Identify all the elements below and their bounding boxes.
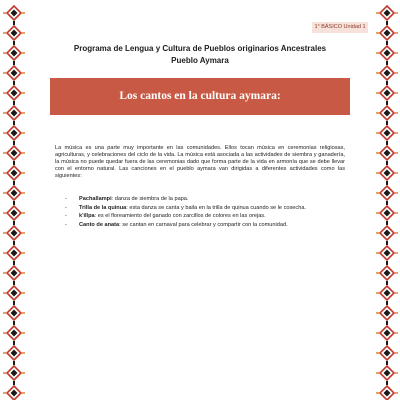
border-motif <box>3 366 25 385</box>
border-motif <box>376 186 398 205</box>
banner-title: Los cantos en la cultura aymara: <box>119 90 281 102</box>
border-motif <box>376 266 398 285</box>
item-term: Trilla de la quinua <box>79 204 127 211</box>
border-motif <box>376 286 398 305</box>
border-motif <box>376 26 398 45</box>
border-motif <box>3 246 25 265</box>
left-decorative-border <box>2 0 26 400</box>
item-text: : es el floreamiento del ganado con zarcillos de colores en las orejas. <box>94 213 266 220</box>
item-term: k'illpa <box>79 213 95 220</box>
list-item <box>65 204 355 213</box>
program-title: Programa de Lengua y Cultura de Pueblos originarios Ancestrales <box>73 44 327 53</box>
border-motif <box>376 86 398 105</box>
people-subtitle: Pueblo Aymara <box>171 56 229 65</box>
border-motif <box>3 66 25 85</box>
border-motif <box>376 386 398 400</box>
border-motif <box>3 86 25 105</box>
border-motif <box>376 166 398 185</box>
list-item <box>65 221 355 230</box>
border-motif <box>3 166 25 185</box>
border-motif <box>376 326 398 345</box>
border-motif <box>376 46 398 65</box>
list-item <box>65 195 355 204</box>
border-motif <box>3 226 25 245</box>
grade-unit-badge: 1° BÁSICO Unidad 1 <box>312 22 368 33</box>
border-motif <box>376 366 398 385</box>
border-motif <box>3 206 25 225</box>
border-motif <box>376 106 398 125</box>
border-motif <box>376 246 398 265</box>
border-motif <box>376 206 398 225</box>
item-text: : se cantan en carnaval para celebrar y compartir con la comunidad. <box>119 221 288 228</box>
border-motif <box>3 266 25 285</box>
right-decorative-border <box>375 0 399 400</box>
border-motif <box>3 326 25 345</box>
border-motif <box>376 146 398 165</box>
border-motif <box>3 186 25 205</box>
title-banner <box>50 78 350 115</box>
border-motif <box>376 346 398 365</box>
item-term: Pachallampi <box>79 196 112 202</box>
item-text: : esta danza se canta y baila en la trilla de quinua cuando se le cosecha. <box>126 204 306 211</box>
border-motif <box>3 286 25 305</box>
border-motif <box>376 226 398 245</box>
activities-list <box>65 195 355 229</box>
list-item <box>65 212 355 221</box>
border-motif <box>3 306 25 325</box>
border-motif <box>3 126 25 145</box>
bullet-dash: - <box>65 221 67 228</box>
item-term: Canto de anata <box>79 221 120 228</box>
border-motif <box>3 346 25 365</box>
border-motif <box>3 46 25 65</box>
bullet-dash: - <box>65 204 67 211</box>
item-text: : danza de siembra de la papa. <box>111 196 189 202</box>
border-motif <box>376 66 398 85</box>
border-motif <box>3 386 25 400</box>
border-motif <box>376 306 398 325</box>
border-motif <box>3 6 25 25</box>
bullet-dash: - <box>65 213 67 220</box>
bullet-dash: - <box>65 196 67 202</box>
border-motif <box>376 6 398 25</box>
intro-paragraph: La música es una parte muy importante en las comunidades. Ellos tocan música en ceremonias religiosas, agriculturas, y celebraciones del ciclo de la vida. La música está asociada a las actividades de siembra y ganadería, la música no puede quedar fuera de las ceremonias dado que forma parte de la vida en armonía que se debe llevar con el entorno natural. Las canciones en el pueblo aymara van dirigidas a diferentes actividades como las siguientes: <box>55 144 345 179</box>
border-motif <box>376 126 398 145</box>
border-motif <box>3 26 25 45</box>
border-motif <box>3 146 25 165</box>
border-motif <box>3 106 25 125</box>
